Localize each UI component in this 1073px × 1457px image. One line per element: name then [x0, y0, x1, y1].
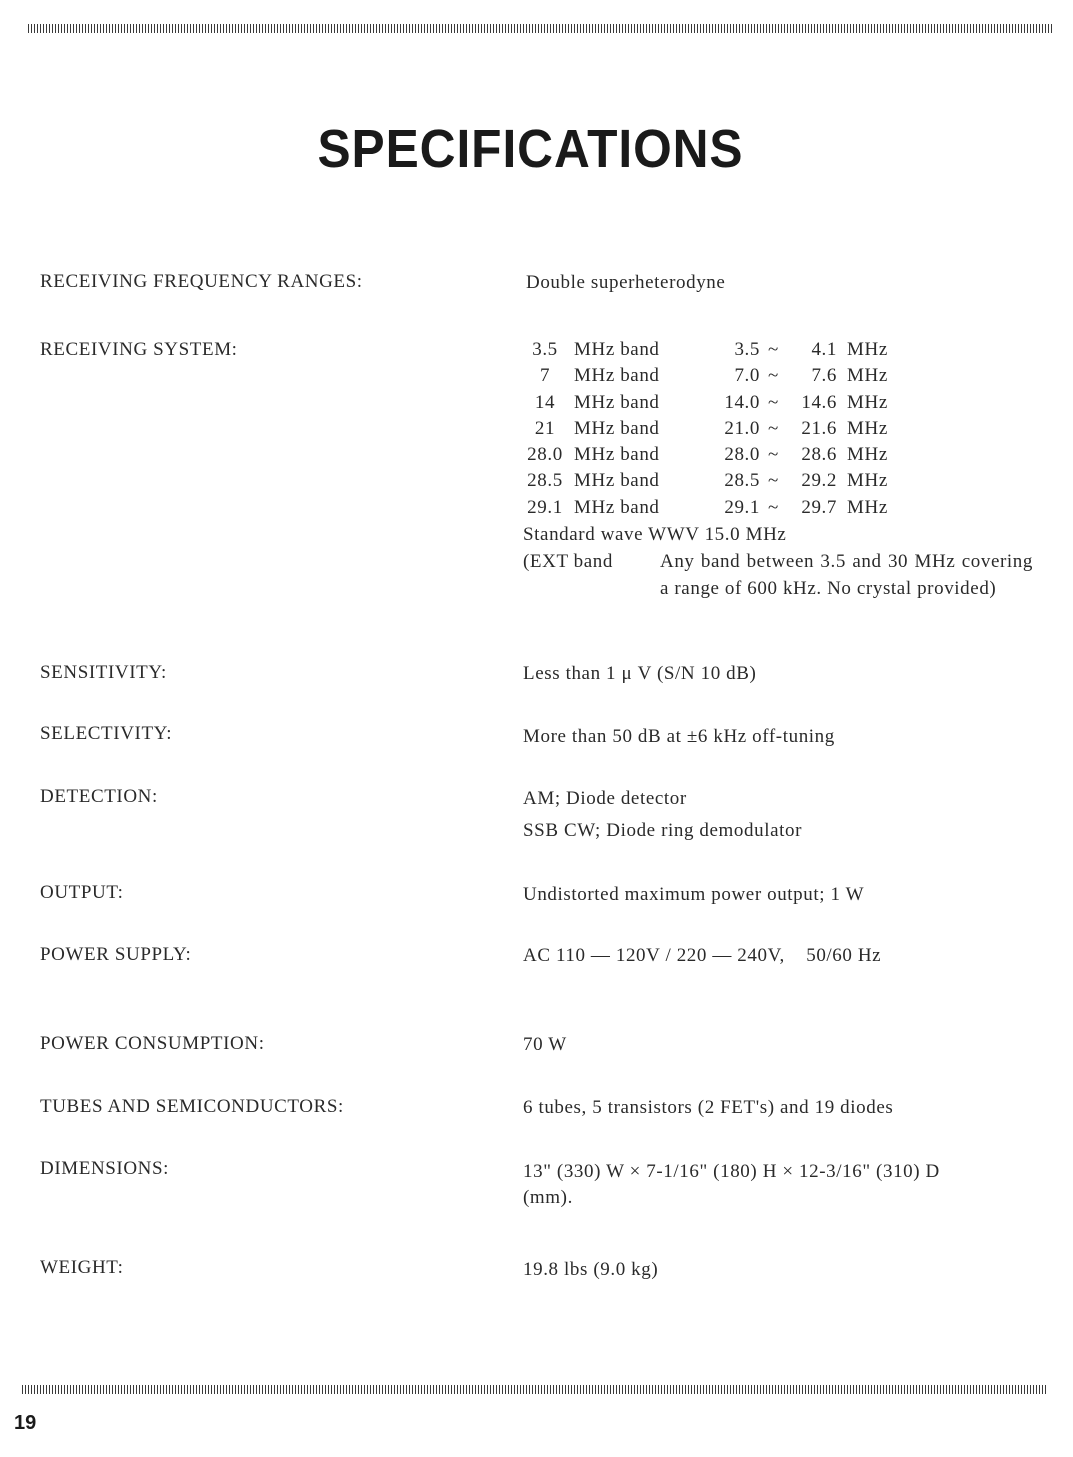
band-range-from: 29.1: [724, 496, 760, 518]
band-range-from: 28.5: [724, 470, 760, 492]
value-dimensions-line2: (mm).: [523, 1187, 573, 1208]
band-number: 28.0: [527, 444, 563, 466]
band-range-to: 21.6: [801, 417, 837, 439]
band-range-tilde: ~: [768, 470, 779, 492]
band-range-tilde: ~: [768, 496, 779, 518]
band-range-tilde: ~: [768, 391, 779, 413]
value-power-consumption: 70 W: [523, 1034, 567, 1055]
band-range-from: 7.0: [734, 365, 760, 387]
band-range-unit: MHz: [847, 470, 888, 492]
label-receiving-system: RECEIVING SYSTEM:: [40, 339, 238, 360]
top-hatched-rule: [28, 24, 1054, 33]
label-power-supply: POWER SUPPLY:: [40, 944, 192, 965]
band-range-to: 29.2: [801, 470, 837, 492]
band-range-tilde: ~: [768, 339, 779, 360]
value-weight: 19.8 lbs (9.0 kg): [523, 1259, 659, 1280]
band-range-from: 21.0: [724, 417, 760, 439]
band-range-from: 14.0: [724, 391, 760, 413]
band-range-to: 14.6: [801, 391, 837, 413]
page-number: 19: [14, 1412, 37, 1434]
label-weight: WEIGHT:: [40, 1257, 124, 1278]
value-power-supply: AC 110 — 120V / 220 — 240V, 50/60 Hz: [523, 945, 882, 966]
label-receiving-frequency-ranges: RECEIVING FREQUENCY RANGES:: [40, 271, 363, 292]
value-output: Undistorted maximum power output; 1 W: [523, 884, 865, 905]
band-number: 21: [534, 417, 556, 439]
band-unit: MHz band: [574, 365, 660, 387]
band-range-unit: MHz: [847, 365, 888, 387]
band-range-tilde: ~: [768, 444, 779, 466]
value-tubes-and-semiconductors: 6 tubes, 5 transistors (2 FET's) and 19 diodes: [523, 1097, 894, 1118]
label-output: OUTPUT:: [40, 882, 124, 903]
band-range-to: 28.6: [801, 444, 837, 466]
band-unit: MHz band: [574, 444, 660, 466]
page-title: SPECIFICATIONS: [317, 119, 744, 179]
band-number: 28.5: [527, 470, 563, 492]
band-range-unit: MHz: [847, 496, 888, 518]
band-number: 3.5: [532, 339, 558, 360]
band-unit: MHz band: [574, 339, 660, 360]
band-number: 14: [534, 391, 556, 413]
band-range-tilde: ~: [768, 417, 779, 439]
band-range-tilde: ~: [768, 365, 779, 387]
label-dimensions: DIMENSIONS:: [40, 1158, 170, 1179]
label-tubes-and-semiconductors: TUBES AND SEMICONDUCTORS:: [40, 1096, 344, 1117]
band-range-unit: MHz: [847, 339, 888, 360]
band-range-unit: MHz: [847, 391, 888, 413]
band-unit: MHz band: [574, 496, 660, 518]
band-range-from: 3.5: [734, 339, 760, 360]
value-standard-wave: Standard wave WWV 15.0 MHz: [523, 524, 787, 545]
band-range-to: 7.6: [811, 365, 837, 387]
label-power-consumption: POWER CONSUMPTION:: [40, 1033, 265, 1054]
value-dimensions-line1: 13" (330) W × 7-1/16" (180) H × 12-3/16" (310) D: [523, 1161, 940, 1182]
value-sensitivity: Less than 1 μ V (S/N 10 dB): [523, 663, 757, 684]
band-unit: MHz band: [574, 470, 660, 492]
bottom-hatched-rule: [22, 1385, 1047, 1394]
band-range-from: 28.0: [724, 444, 760, 466]
value-receiving-frequency-ranges: Double superheterodyne: [526, 272, 726, 293]
label-sensitivity: SENSITIVITY:: [40, 662, 167, 683]
band-number: 7: [539, 365, 551, 387]
band-unit: MHz band: [574, 391, 660, 413]
label-selectivity: SELECTIVITY:: [40, 723, 173, 744]
label-detection: DETECTION:: [40, 786, 158, 807]
band-range-to: 29.7: [801, 496, 837, 518]
band-number: 29.1: [527, 496, 563, 518]
band-range-unit: MHz: [847, 444, 888, 466]
value-selectivity: More than 50 dB at ±6 kHz off-tuning: [523, 726, 835, 747]
band-unit: MHz band: [574, 417, 660, 439]
value-detection-ssb: SSB CW; Diode ring demodulator: [523, 820, 803, 841]
band-range-unit: MHz: [847, 417, 888, 439]
ext-band-label: (EXT band: [523, 551, 614, 572]
band-range-to: 4.1: [811, 339, 837, 360]
ext-band-text: Any band between 3.5 and 30 MHz covering a range of 600 kHz. No crystal provided): [660, 551, 1033, 599]
value-detection-am: AM; Diode detector: [523, 788, 687, 809]
